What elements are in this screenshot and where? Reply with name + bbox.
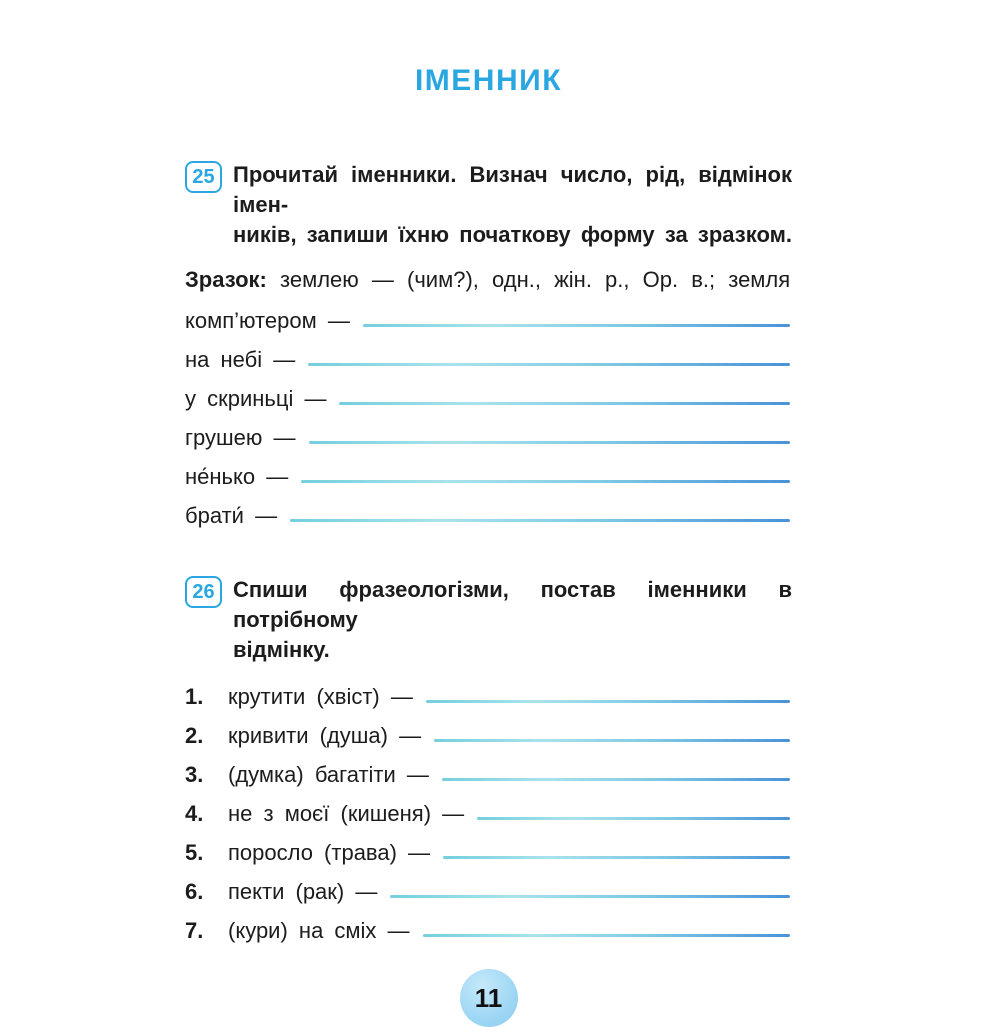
numbered-fill-row — [185, 748, 792, 787]
numbered-fill-row — [185, 670, 792, 709]
answer-line — [443, 856, 790, 859]
answer-line — [390, 895, 790, 898]
fill-row — [185, 294, 792, 333]
worksheet-page — [185, 0, 792, 1027]
instruction-line: Спиши фразеологізми, постав іменники в потрібному — [233, 577, 792, 632]
exercise-26 — [185, 575, 792, 943]
numbered-fill-row — [185, 904, 792, 943]
item-number: 6. — [185, 879, 204, 904]
fill-row — [185, 333, 792, 372]
phrase-prompt: крутити (хвіст) — — [228, 684, 413, 709]
fill-row — [185, 450, 792, 489]
answer-line — [426, 700, 790, 703]
item-number: 4. — [185, 801, 204, 826]
phrase-prompt: поросло (трава) — — [228, 840, 431, 865]
answer-line — [290, 519, 790, 522]
answer-line — [309, 441, 790, 444]
exercise-26-header — [185, 575, 792, 665]
exercise-25-instruction — [233, 160, 792, 250]
numbered-fill-row — [185, 787, 792, 826]
fill-row — [185, 489, 792, 528]
exercise-25-rows — [185, 294, 792, 528]
exercise-25-number-badge: 25 — [185, 161, 222, 193]
instruction-line: відмінку. — [233, 637, 330, 662]
fill-row — [185, 411, 792, 450]
item-number: 2. — [185, 723, 204, 748]
word-prompt: комп’ютером — — [185, 308, 350, 333]
phrase-prompt: пекти (рак) — — [228, 879, 378, 904]
sample-label: Зразок: — [185, 267, 267, 292]
answer-line — [363, 324, 790, 327]
instruction-line: Прочитай іменники. Визнач число, рід, відмінок імен- — [233, 162, 792, 217]
page-number-area — [185, 969, 792, 1027]
word-prompt: грушею — — [185, 425, 296, 450]
answer-line — [301, 480, 790, 483]
item-number: 1. — [185, 684, 204, 709]
phrase-prompt: кривити (душа) — — [228, 723, 422, 748]
answer-line — [308, 363, 790, 366]
page-title: ІМЕННИК — [414, 64, 563, 97]
instruction-line: ників, запиши їхню початкову форму за зразком. — [233, 222, 792, 247]
numbered-fill-row — [185, 826, 792, 865]
answer-line — [339, 402, 790, 405]
answer-line — [477, 817, 790, 820]
sample-text: землею — (чим?), одн., жін. р., Ор. в.; земля — [280, 267, 791, 292]
item-number: 7. — [185, 918, 204, 943]
exercise-25-header — [185, 160, 792, 250]
phrase-prompt: (думка) багатіти — — [228, 762, 429, 787]
exercise-26-rows — [185, 670, 792, 943]
exercise-26-instruction — [233, 575, 792, 665]
answer-line — [442, 778, 790, 781]
item-number: 5. — [185, 840, 204, 865]
word-prompt: не́нько — — [185, 464, 289, 489]
phrase-prompt: (кури) на сміх — — [228, 918, 410, 943]
fill-row — [185, 372, 792, 411]
page-number-circle: 11 — [460, 969, 518, 1027]
sample-line — [185, 266, 792, 294]
item-number: 3. — [185, 762, 204, 787]
exercise-25 — [185, 160, 792, 528]
exercise-26-number-badge: 26 — [185, 576, 222, 608]
phrase-prompt: не з моєї (кишеня) — — [228, 801, 465, 826]
answer-line — [423, 934, 790, 937]
answer-line — [434, 739, 790, 742]
numbered-fill-row — [185, 865, 792, 904]
numbered-fill-row — [185, 709, 792, 748]
word-prompt: брати́ — — [185, 503, 278, 528]
word-prompt: у скриньці — — [185, 386, 327, 411]
word-prompt: на небі — — [185, 347, 296, 372]
